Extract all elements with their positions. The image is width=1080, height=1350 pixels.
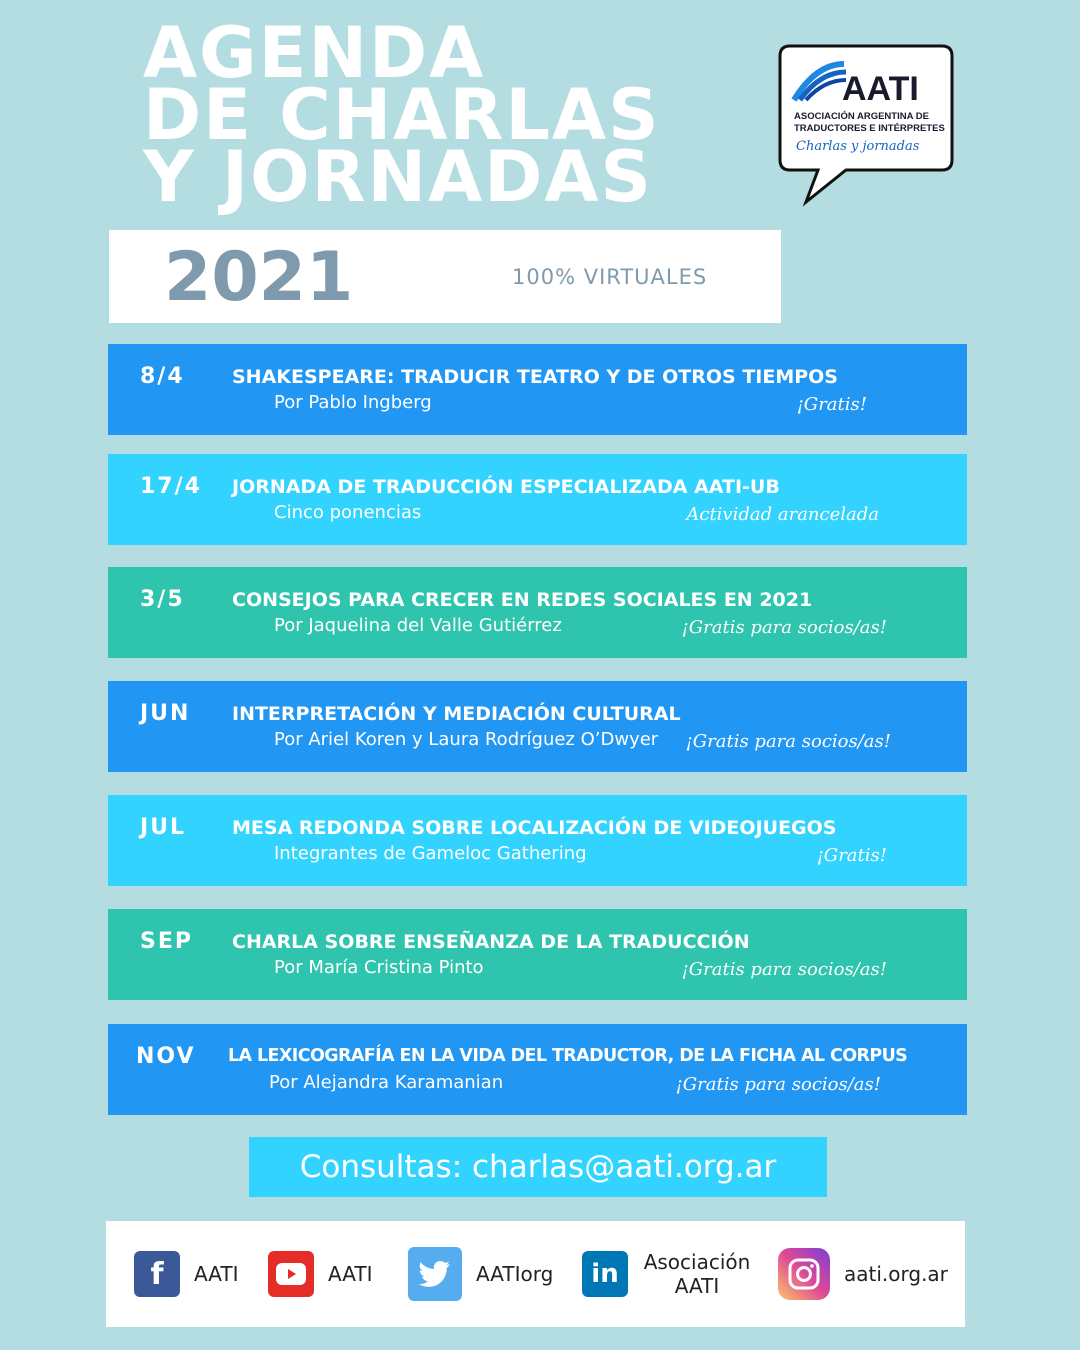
- title-line-2: DE CHARLAS: [143, 74, 661, 156]
- twitter-icon: [408, 1247, 462, 1301]
- social-youtube[interactable]: [268, 1247, 372, 1301]
- logo-org-line2: TRADUCTORES E INTÉRPRETES: [794, 123, 945, 134]
- event-price: Actividad arancelada: [686, 504, 879, 525]
- event-price: ¡Gratis para socios/as!: [681, 959, 887, 980]
- social-label: Asociación AATI: [643, 1250, 751, 1298]
- social-label: AATIorg: [476, 1262, 554, 1286]
- event-row: [108, 454, 967, 545]
- social-label: AATI: [194, 1262, 239, 1286]
- event-date: JUL: [140, 815, 187, 840]
- event-title: CONSEJOS PARA CRECER EN REDES SOCIALES EN 2021: [232, 589, 813, 611]
- event-row: [108, 681, 967, 772]
- event-date: SEP: [140, 929, 193, 954]
- event-row: [108, 909, 967, 1000]
- event-row: [108, 1024, 967, 1115]
- event-date: 8/4: [140, 364, 185, 389]
- social-facebook[interactable]: [134, 1247, 238, 1301]
- event-price: ¡Gratis para socios/as!: [685, 731, 891, 752]
- event-date: 17/4: [140, 474, 202, 499]
- event-title: CHARLA SOBRE ENSEÑANZA DE LA TRADUCCIÓN: [232, 931, 750, 953]
- event-speaker: Por Pablo Ingberg: [274, 392, 432, 413]
- virtual-label: 100% VIRTUALES: [512, 265, 708, 289]
- event-speaker: Cinco ponencias: [274, 502, 422, 523]
- social-instagram[interactable]: [778, 1247, 948, 1301]
- event-title: INTERPRETACIÓN Y MEDIACIÓN CULTURAL: [232, 703, 681, 725]
- title-line-3: Y JORNADAS: [143, 136, 653, 218]
- event-date: 3/5: [140, 587, 185, 612]
- event-price: ¡Gratis!: [816, 845, 887, 866]
- logo-org-line1: ASOCIACIÓN ARGENTINA DE: [794, 111, 929, 122]
- social-label: AATI: [328, 1262, 373, 1286]
- year-label: 2021: [164, 238, 354, 317]
- event-speaker: Por Jaquelina del Valle Gutiérrez: [274, 615, 562, 636]
- logo-tagline: Charlas y jornadas: [796, 139, 920, 154]
- event-title: MESA REDONDA SOBRE LOCALIZACIÓN DE VIDEOJUEGOS: [232, 817, 837, 839]
- social-bar: [106, 1221, 965, 1327]
- event-title: SHAKESPEARE: TRADUCIR TEATRO Y DE OTROS TIEMPOS: [232, 366, 838, 388]
- event-title: LA LEXICOGRAFÍA EN LA VIDA DEL TRADUCTOR, DE LA FICHA AL CORPUS: [228, 1046, 908, 1066]
- event-speaker: Por Alejandra Karamanian: [269, 1072, 504, 1093]
- title-line-1: AGENDA: [143, 12, 486, 94]
- linkedin-icon: in: [582, 1251, 628, 1297]
- contact-email[interactable]: Consultas: charlas@aati.org.ar: [249, 1137, 827, 1197]
- facebook-icon: f: [134, 1251, 180, 1297]
- page-title: [143, 12, 661, 218]
- event-date: NOV: [136, 1044, 196, 1069]
- event-speaker: Integrantes de Gameloc Gathering: [274, 843, 587, 864]
- social-linkedin[interactable]: [582, 1247, 752, 1301]
- event-speaker: Por Ariel Koren y Laura Rodríguez O’Dwyer: [274, 729, 659, 750]
- social-twitter[interactable]: [408, 1247, 553, 1301]
- event-title: JORNADA DE TRADUCCIÓN ESPECIALIZADA AATI-UB: [232, 476, 780, 498]
- event-row: [108, 344, 967, 435]
- social-label: aati.org.ar: [844, 1262, 948, 1286]
- youtube-icon: [268, 1251, 314, 1297]
- logo-name: AATI: [842, 70, 919, 108]
- event-row: [108, 567, 967, 658]
- event-date: JUN: [140, 701, 191, 726]
- year-box: [109, 230, 781, 323]
- event-price: ¡Gratis para socios/as!: [681, 617, 887, 638]
- event-row: [108, 795, 967, 886]
- event-price: ¡Gratis para socios/as!: [675, 1074, 881, 1095]
- instagram-icon: [778, 1248, 830, 1300]
- event-speaker: Por María Cristina Pinto: [274, 957, 484, 978]
- event-price: ¡Gratis!: [796, 394, 867, 415]
- aati-logo: [776, 42, 956, 207]
